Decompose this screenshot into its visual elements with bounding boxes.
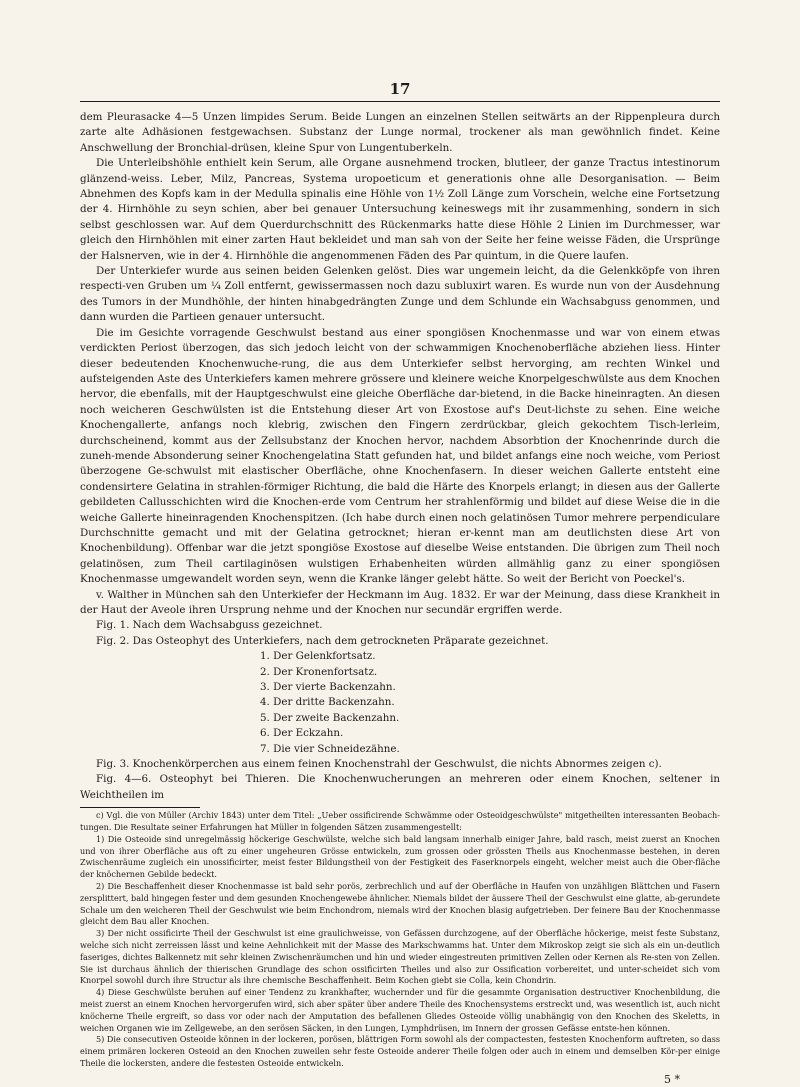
legend-item: 3. Der vierte Backenzahn. bbox=[260, 681, 396, 694]
paragraph: dem Pleurasacke 4—5 Unzen limpides Serum. Beide Lungen an einzelnen Stellen seitwärts an der Rippenpleura durch zarte alte Adhäsionen festgewachsen. Substanz der Lunge normal, trockener als man gewöhnlich findet. Keine Anschwellung der Bronchial-drüsen, kleine Spur von Lungentuberkeln. bbox=[80, 111, 720, 154]
legend-item: 5. Der zweite Backenzahn. bbox=[260, 711, 400, 724]
figure-caption-2: Fig. 2. Das Osteophyt des Unterkiefers, nach dem getrockneten Präparate gezeichnet. bbox=[96, 634, 549, 647]
paragraph: Der Unterkiefer wurde aus seinen beiden Gelenken gelöst. Dies war ungemein leicht, da die Gelenkköpfe von ihren respecti-ven Gruben um ¼ Zoll entfernt, gewissermassen noch dazu subluxirt waren. Es wurde nun von der Ausdehnung des Tumors in der Mundhöhle, der hinten hinabgedrängten Zunge und dem Schlunde ein Wachsabguss genommen, und dann wurden die Partieen genauer untersucht. bbox=[80, 265, 720, 324]
figure-caption-3: Fig. 3. Knochenkörperchen aus einem feinen Knochenstrahl der Geschwulst, die nichts Abnormes zeigen c). bbox=[96, 758, 662, 771]
paragraph: v. Walther in München sah den Unterkiefer der Heckmann im Aug. 1832. Er war der Meinung, dass diese Krankheit in der Haut der Aveole ihren Ursprung nehme und der Knochen nur secundär ergriffen werde. bbox=[80, 588, 720, 616]
legend-item: 7. Die vier Schneidezähne. bbox=[260, 742, 400, 755]
footnote-rule bbox=[80, 807, 200, 808]
page-number: 17 bbox=[389, 80, 411, 98]
footnote: c) Vgl. die von Müller (Archiv 1843) unter dem Titel: „Ueber ossificirende Schwämme oder Osteoidgeschwülste" mitgetheilten interessanten Beobach-tungen. Die Resultate seiner Erfahrungen hat Müller in folgenden Sätzen zusammengestellt: bbox=[80, 810, 720, 833]
figure-caption-1: Fig. 1. Nach dem Wachsabguss gezeichnet. bbox=[96, 619, 323, 632]
figure-caption-4-6: Fig. 4—6. Osteophyt bei Thieren. Die Knochenwucherungen an mehreren oder einem Knochen, seltener in Weichtheilen im bbox=[80, 773, 720, 801]
footnote: 5) Die consecutiven Osteoide können in der lockeren, porösen, blättrigen Form sowohl als der compactesten, festesten Knochenform auftreten, so dass einem primären lockeren Osteoid an den Knochen zuweilen sehr feste Osteoide anderer Theile folgen oder auch in einem und demselben Kör-per einige Theile die lockersten, andere die festesten Osteoide entwickeln. bbox=[80, 1034, 720, 1069]
legend-item: 4. Der dritte Backenzahn. bbox=[260, 696, 395, 709]
figure-2-legend bbox=[260, 649, 720, 757]
footnote: 4) Diese Geschwülste beruhen auf einer Tendenz zu krankhafter, wuchernder und für die gesammte Organisation destructiver Knochenbildung, die meist zuerst an einem Knochen hervorgerufen wird, sich aber später über andere Theile des Knochensystems erstreckt und, was wesentlich ist, auch nicht knöcherne Theile ergreift, so dass vor oder nach der Amputation des befallenen Gliedes Osteoide völlig unabhängig von den Knochen des Skeletts, in weichen Organen wie im Zellgewebe, an den serösen Säcken, in den Lungen, Lymphdrüsen, im Innern der grossen Gefässe entste-hen können. bbox=[80, 987, 720, 1033]
legend-item: 6. Der Eckzahn. bbox=[260, 727, 344, 740]
footnote: 1) Die Osteoide sind unregelmässig höckerige Geschwülste, welche sich bald langsam innerhalb einiger Jahre, bald rasch, meist zuerst an Knochen und von ihrer Oberfläche aus oft zu einer ungeheuren Grösse entwickeln, zum grossen oder grössten Theils aus Knochenmasse bestehen, in deren Zwischenräume zugleich ein unossificirter, meist fester Bildungstheil von der Festigkeit des Faserknorpels eingeht, welcher meist auch die Ober-fläche der knöchernen Gebilde bedeckt. bbox=[80, 833, 720, 880]
legend-item: 2. Der Kronenfortsatz. bbox=[260, 665, 378, 678]
footnote: 3) Der nicht ossificirte Theil der Geschwulst ist eine graulichweisse, von Gefässen durchzogene, auf der Oberfläche höckerige, meist feste Substanz, welche sich nicht zerreissen lässt und keine Aehnlichkeit mit der Masse des Markschwamms hat. Unter dem Mikroskop zeigt sie sich als ein un-deutlich faseriges, dichtes Balkennetz mit sehr kleinen Zwischenräumchen und hin und wieder eingestreuten primitiven Zellen oder Kernen als Re-sten von Zellen. Sie ist durchaus ähnlich der thierischen Grundlage des schon ossificirten Theiles und also zur Ossification vorbereitet, und unter-scheidet sich vom Knorpel sowohl durch ihre Structur als ihre chemische Beschaffenheit. Beim Kochen giebt sie Colla, kein Chondrin. bbox=[80, 928, 720, 986]
paragraph: Die im Gesichte vorragende Geschwulst bestand aus einer spongiösen Knochenmasse und war von einem etwas verdickten Periost überzogen, das sich jedoch leicht von der schwammigen Knochenoberfläche abziehen liess. Hinter dieser bedeutenden Knochenwuche-rung, die aus dem Unterkiefer selbst hervorging, am rechten Winkel und aufsteigenden Aste des Unterkiefers kamen mehrere grössere und kleinere weiche Knorpelgeschwülste aus dem Knochen hervor, die ebenfalls, mit der Hauptgeschwulst eine gleiche Oberfläche dar-bietend, in die Backe hineinragten. An diesen noch weicheren Geschwülsten ist die Entstehung dieser Art von Exostose auf's Deut-lichste zu sehen. Eine weiche Knochengallerte, anfangs noch klebrig, zwischen den Fingern zerdrückbar, gleich gekochtem Tisch-lerleim, durchscheinend, kommt aus der Zellsubstanz der Knochen hervor, nachdem Absorbtion der Knochenrinde durch die zuneh-mende Absonderung seiner Knochengelatina Statt gefunden hat, und bildet anfangs eine noch weiche, vom Periost überzogene Ge-schwulst mit elastischer Oberfläche, ohne Knochenfasern. In dieser weichen Gallerte entsteht eine condensirtere Gelatina in strahlen-förmiger Richtung, die bald die Härte des Knorpels erlangt; in diesen aus der Gallerte gebildeten Callusschichten wird die Knochen-erde vom Centrum her strahlenförmig und bildet auf diese Weise die in die weiche Gallerte hineinragenden Knochenspitzen. (Ich habe durch einen noch gelatinösen Tumor mehrere perpendiculare Durchschnitte gemacht und mit der Gelatina getrocknet; hieran er-kennt man am deutlichsten diese Art von Knochenbildung). Offenbar war die jetzt spongiöse Exostose auf dieselbe Weise entstanden. Die übrigen zum Theil noch gelatinösen, zum Theil cartilaginösen wulstigen Erhabenheiten würden allmählig ganz zu einer spongiösen Knochenmasse umgewandelt worden seyn, wenn die Kranke länger gelebt hätte. So weit der Bericht von Poeckel's. bbox=[80, 326, 720, 586]
footnote: 2) Die Beschaffenheit dieser Knochenmasse ist bald sehr porös, zerbrechlich und auf der Oberfläche in Haufen von unzähligen Blättchen und Fasern zersplittert, bald hingegen fester und dem gesunden Knochengewebe ähnlicher. Niemals bildet der äussere Theil der Geschwulst eine glatte, ab-gerundete Schale um den weicheren Theil der Geschwulst wie beim Enchondrom, niemals wird der Knochen blasig aufgetrieben. Der feinere Bau der Knochenmasse gleicht dem Bau aller Knochen. bbox=[80, 881, 720, 927]
legend-item: 1. Der Gelenkfortsatz. bbox=[260, 650, 376, 663]
paragraph: Die Unterleibshöhle enthielt kein Serum, alle Organe ausnehmend trocken, blutleer, der ganze Tractus intestinorum glänzend-weiss. Leber, Milz, Pancreas, Systema uropoeticum et generationis ohne alle Desorganisation. — Beim Abnehmen des Kopfs kam in der Medulla spinalis eine Höhle von 1½ Zoll Länge zum Vorschein, welche eine Fortsetzung der 4. Hirnhöhle zu seyn schien, aber bei genauer Untersuchung keineswegs mit ihr zusammenhing, sondern in sich selbst geschlossen war. Auf dem Querdurchschnitt des Rückenmarks hatte diese Höhle 2 Linien im Durchmesser, war gleich den Hirnhöhlen mit einer zarten Haut bekleidet und man sah von der Seite her feine weisse Fäden, die Ursprünge der Halsnerven, wie in der 4. Hirnhöhle die angenommenen Fäden des Par quintum, in die Quere laufen. bbox=[80, 157, 720, 262]
footnotes bbox=[80, 810, 720, 1070]
main-text bbox=[80, 110, 720, 1087]
header-rule bbox=[80, 101, 720, 102]
signature-mark: 5 * bbox=[664, 1072, 680, 1086]
